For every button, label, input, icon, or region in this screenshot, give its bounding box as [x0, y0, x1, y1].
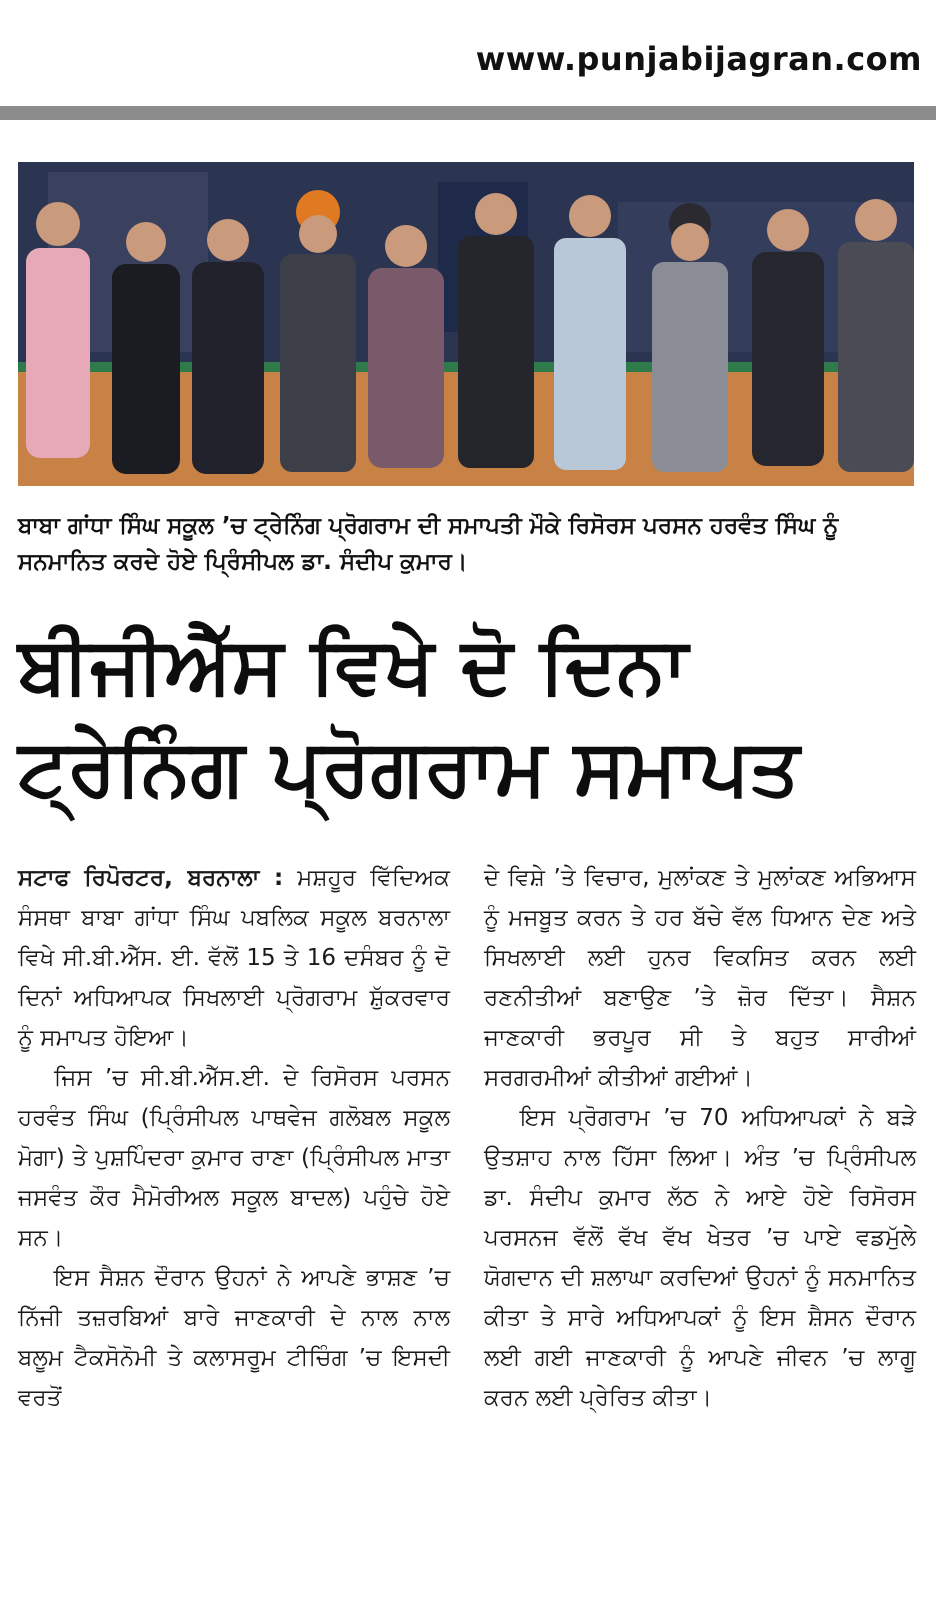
article-paragraph	[18, 858, 450, 1058]
article-paragraph: ਇਸ ਪ੍ਰੋਗਰਾਮ ’ਚ 70 ਅਧਿਆਪਕਾਂ ਨੇ ਬੜੇ ਉਤਸ਼ਾਹ ਨਾਲ ਹਿੱਸਾ ਲਿਆ। ਅੰਤ ’ਚ ਪ੍ਰਿੰਸੀਪਲ ਡਾ. ਸੰਦੀਪ ਕੁਮਾਰ ਲੱਠ ਨੇ ਆਏ ਹੋਏ ਰਿਸੋਰਸ ਪਰਸਨਜ ਵੱਲੋਂ ਵੱਖ ਵੱਖ ਖੇਤਰ ’ਚ ਪਾਏ ਵਡਮੁੱਲੇ ਯੋਗਦਾਨ ਦੀ ਸ਼ਲਾਘਾ ਕਰਦਿਆਂ ਉਹਨਾਂ ਨੂੰ ਸਨਮਾਨਿਤ ਕੀਤਾ ਤੇ ਸਾਰੇ ਅਧਿਆਪਕਾਂ ਨੂੰ ਇਸ ਸ਼ੈਸਨ ਦੌਰਾਨ ਲਈ ਗਈ ਜਾਣਕਾਰੀ ਨੂੰ ਆਪਣੇ ਜੀਵਨ ’ਚ ਲਾਗੂ ਕਰਨ ਲਈ ਪ੍ਰੇਰਿਤ ਕੀਤਾ।	[484, 1105, 916, 1411]
photo-caption: ਬਾਬਾ ਗਾਂਧਾ ਸਿੰਘ ਸਕੂਲ ’ਚ ਟ੍ਰੇਨਿੰਗ ਪ੍ਰੋਗਰਾਮ ਦੀ ਸਮਾਪਤੀ ਮੌਕੇ ਰਿਸੋਰਸ ਪਰਸਨ ਹਰਵੰਤ ਸਿੰਘ ਨੂੰ ਸਨਮਾਨਿਤ ਕਰਦੇ ਹੋਏ ਪ੍ਰਿੰਸੀਪਲ ਡਾ. ਸੰਦੀਪ ਕੁਮਾਰ।	[18, 513, 839, 575]
article-text: ਮਸ਼ਹੂਰ ਵਿੱਦਿਅਕ ਸੰਸਥਾ ਬਾਬਾ ਗਾਂਧਾ ਸਿੰਘ ਪਬਲਿਕ ਸਕੂਲ ਬਰਨਾਲਾ ਵਿਖੇ ਸੀ.ਬੀ.ਐੱਸ. ਈ. ਵੱਲੋਂ 15 ਤੇ 16 ਦਸੰਬਰ ਨੂੰ ਦੋ ਦਿਨਾਂ ਅਧਿਆਪਕ ਸਿਖਲਾਈ ਪ੍ਰੋਗਰਾਮ ਸ਼ੁੱਕਰਵਾਰ ਨੂੰ ਸਮਾਪਤ ਹੋਇਆ।	[18, 865, 450, 1051]
article-column-left	[18, 858, 450, 1418]
group-photo-illustration	[18, 162, 914, 486]
article-paragraph: ਦੇ ਵਿਸ਼ੇ ’ਤੇ ਵਿਚਾਰ, ਮੁਲਾਂਕਣ ਤੇ ਮੁਲਾਂਕਣ ਅਭਿਆਸ ਨੂੰ ਮਜਬੂਤ ਕਰਨ ਤੇ ਹਰ ਬੱਚੇ ਵੱਲ ਧਿਆਨ ਦੇਣ ਅਤੇ ਸਿਖਲਾਈ ਲਈ ਹੁਨਰ ਵਿਕਸਿਤ ਕਰਨ ਲਈ ਰਣਨੀਤੀਆਂ ਬਣਾਉਣ ’ਤੇ ਜ਼ੋਰ ਦਿੱਤਾ। ਸੈਸ਼ਨ ਜਾਣਕਾਰੀ ਭਰਪੂਰ ਸੀ ਤੇ ਬਹੁਤ ਸਾਰੀਆਂ ਸਰਗਰਮੀਆਂ ਕੀਤੀਆਂ ਗਈਆਂ।	[484, 865, 916, 1091]
header-rule	[0, 106, 936, 120]
site-url: www.punjabijagran.com	[475, 40, 922, 78]
article-paragraph: ਇਸ ਸੈਸ਼ਨ ਦੌਰਾਨ ਉਹਨਾਂ ਨੇ ਆਪਣੇ ਭਾਸ਼ਣ ’ਚ ਨਿੱਜੀ ਤਜ਼ਰਬਿਆਂ ਬਾਰੇ ਜਾਣਕਾਰੀ ਦੇ ਨਾਲ ਨਾਲ ਬਲੂਮ ਟੈਕਸੋਨੋਮੀ ਤੇ ਕਲਾਸਰੂਮ ਟੀਚਿੰਗ ’ਚ ਇਸਦੀ ਵਰਤੋਂ	[18, 1265, 450, 1411]
news-photo	[18, 162, 914, 486]
article-paragraph: ਜਿਸ ’ਚ ਸੀ.ਬੀ.ਐੱਸ.ਈ. ਦੇ ਰਿਸੋਰਸ ਪਰਸਨ ਹਰਵੰਤ ਸਿੰਘ (ਪ੍ਰਿੰਸੀਪਲ ਪਾਥਵੇਜ ਗਲੋਬਲ ਸਕੂਲ ਮੋਗਾ) ਤੇ ਪੁਸ਼ਪਿੰਦਰਾ ਕੁਮਾਰ ਰਾਣਾ (ਪ੍ਰਿੰਸੀਪਲ ਮਾਤਾ ਜਸਵੰਤ ਕੌਰ ਮੈਮੋਰੀਅਲ ਸਕੂਲ ਬਾਦਲ) ਪਹੁੰਚੇ ਹੋਏ ਸਨ।	[18, 1065, 450, 1251]
headline	[18, 615, 918, 819]
article-column-right	[484, 858, 916, 1418]
dateline: ਸਟਾਫ ਰਿਪੋਰਟਰ, ਬਰਨਾਲਾ :	[18, 865, 284, 891]
headline-line-2: ਟ੍ਰੇਨਿੰਗ ਪ੍ਰੋਗਰਾਮ ਸਮਾਪਤ	[18, 723, 800, 813]
headline-line-1: ਬੀਜੀਐੱਸ ਵਿਖੇ ਦੋ ਦਿਨਾ	[18, 621, 688, 711]
